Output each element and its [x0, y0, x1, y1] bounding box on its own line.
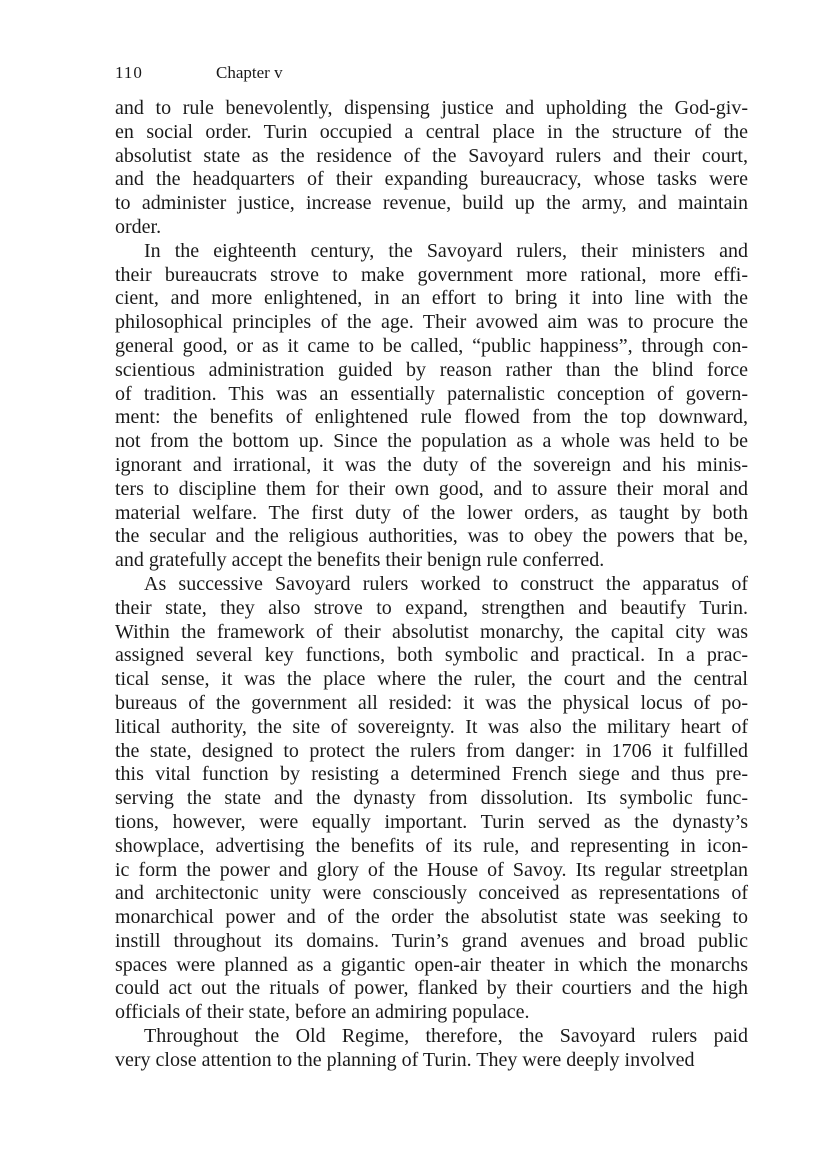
text-line: ignorant and irrational, it was the duty of the sovereign and his minis- [115, 453, 748, 476]
text-line: Within the framework of their absolutist monarchy, the capital city was [115, 620, 748, 643]
text-line: cient, and more enlightened, in an effort to bring it into line with the [115, 287, 748, 310]
chapter-title: Chapter v [216, 63, 283, 82]
text-line: officials of their state, before an admiring populace. [115, 1001, 530, 1024]
text-line: scientious administration guided by reason rather than the blind force [115, 358, 748, 381]
body-text [115, 97, 748, 1073]
text-line: this vital function by resisting a determined French siege and thus pre- [115, 763, 748, 786]
text-line: ters to discipline them for their own good, and to assure their moral and [115, 477, 748, 500]
text-line: not from the bottom up. Since the population as a whole was held to be [115, 430, 748, 453]
text-line: general good, or as it came to be called, “public happiness”, through con- [115, 334, 748, 357]
text-line: litical authority, the site of sovereignty. It was also the military heart of [115, 715, 748, 738]
book-page [115, 62, 748, 1073]
text-line: instill throughout its domains. Turin’s grand avenues and broad public [115, 929, 748, 952]
text-line: serving the state and the dynasty from dissolution. Its symbolic func- [115, 787, 748, 810]
text-line: Throughout the Old Regime, therefore, the Savoyard rulers paid [144, 1025, 748, 1048]
text-line: As successive Savoyard rulers worked to construct the apparatus of [144, 572, 748, 595]
text-line: to administer justice, increase revenue, build up the army, and maintain [115, 192, 748, 215]
text-line: absolutist state as the residence of the Savoyard rulers and their court, [115, 144, 748, 167]
text-line: ic form the power and glory of the House of Savoy. Its regular streetplan [115, 858, 748, 881]
text-line: showplace, advertising the benefits of its rule, and representing in icon- [115, 834, 748, 857]
paragraph [115, 97, 748, 240]
text-line: the secular and the religious authorities, was to obey the powers that be, [115, 525, 748, 548]
text-line: their state, they also strove to expand, strengthen and beautify Turin. [115, 596, 748, 619]
text-line: could act out the rituals of power, flanked by their courtiers and the high [115, 977, 748, 1000]
text-line: their bureaucrats strove to make government more rational, more effi- [115, 263, 748, 286]
text-line: bureaus of the government all resided: it was the physical locus of po- [115, 691, 748, 714]
text-line: material welfare. The first duty of the lower orders, as taught by both [115, 501, 748, 524]
paragraph [115, 1025, 748, 1073]
text-line: monarchical power and of the order the absolutist state was seeking to [115, 906, 748, 929]
text-line: order. [115, 215, 162, 238]
text-line: very close attention to the planning of Turin. They were deeply involved [115, 1048, 695, 1071]
text-line: ment: the benefits of enlightened rule flowed from the top downward, [115, 406, 748, 429]
text-line: and gratefully accept the benefits their benign rule conferred. [115, 549, 605, 572]
text-line: philosophical principles of the age. Their avowed aim was to procure the [115, 311, 748, 334]
text-line: and architectonic unity were consciously conceived as representations of [115, 882, 748, 905]
text-line: tions, however, were equally important. Turin served as the dynasty’s [115, 810, 748, 833]
text-line: and the headquarters of their expanding bureaucracy, whose tasks were [115, 168, 748, 191]
text-line: tical sense, it was the place where the ruler, the court and the central [115, 668, 748, 691]
text-line: en social order. Turin occupied a central place in the structure of the [115, 120, 748, 143]
paragraph [115, 573, 748, 1025]
running-head [115, 62, 748, 84]
text-line: of tradition. This was an essentially paternalistic conception of govern- [115, 382, 748, 405]
text-line: the state, designed to protect the rulers from danger: in 1706 it fulfilled [115, 739, 748, 762]
paragraph [115, 240, 748, 573]
text-line: and to rule benevolently, dispensing justice and upholding the God-giv- [115, 97, 748, 119]
page-number: 110 [115, 63, 143, 82]
text-line: assigned several key functions, both symbolic and practical. In a prac- [115, 644, 748, 667]
text-line: In the eighteenth century, the Savoyard rulers, their ministers and [144, 239, 748, 262]
text-line: spaces were planned as a gigantic open-air theater in which the monarchs [115, 953, 748, 976]
